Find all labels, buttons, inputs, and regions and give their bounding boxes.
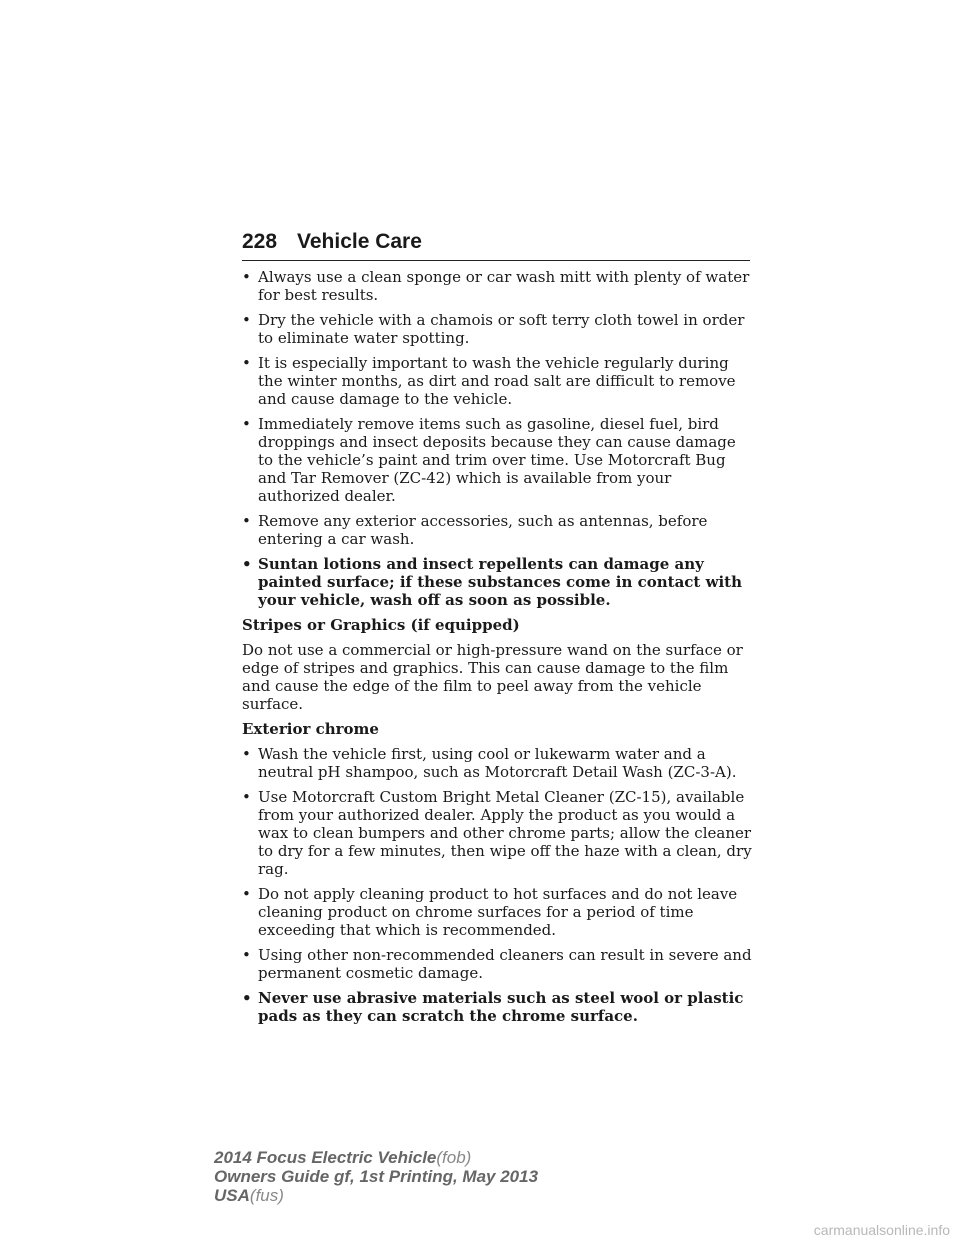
footer-model-code: (fob) [436,1148,472,1167]
list-item: • Dry the vehicle with a chamois or soft terry cloth towel in order to eliminate water spotting. [242,311,754,347]
section-title: Vehicle Care [297,230,422,253]
footer-line-2: Owners Guide gf, 1st Printing, May 2013 [214,1167,539,1186]
footer-line-1 [214,1148,538,1167]
footer-market-code: (fus) [249,1186,284,1205]
page-number: 228 [242,230,278,253]
page-header [242,230,750,261]
watermark: carmanualsonline.info [813,1222,950,1238]
list-item: • Immediately remove items such as gasoline, diesel fuel, bird droppings and insect deposits because they can cause damage to the vehicle’s paint and trim over time. Use Motorcraft Bug and Tar Remover (ZC-42) which is available from your authorized dealer. [242,415,754,505]
footer-market: USA [214,1186,250,1205]
warning-list-item: • Never use abrasive materials such as steel wool or plastic pads as they can scratch the chrome surface. [242,989,754,1025]
list-item: • Always use a clean sponge or car wash mitt with plenty of water for best results. [242,268,754,304]
list-item: • Using other non-recommended cleaners can result in severe and permanent cosmetic damage. [242,946,754,982]
chrome-heading: Exterior chrome [242,720,379,738]
list-item: • Do not apply cleaning product to hot surfaces and do not leave cleaning product on chrome surfaces for a period of time exceeding that which is recommended. [242,885,754,939]
list-item: • Remove any exterior accessories, such as antennas, before entering a car wash. [242,512,754,548]
stripes-paragraph: Do not use a commercial or high-pressure wand on the surface or edge of stripes and graphics. This can cause damage to the film and cause the edge of the film to peel away from the vehicle surface. [242,641,743,713]
document-footer [214,1148,538,1205]
stripes-heading: Stripes or Graphics (if equipped) [242,616,520,634]
footer-line-3 [214,1186,538,1205]
footer-model: 2014 Focus Electric Vehicle [214,1148,437,1167]
chrome-tips-list [242,745,754,1025]
list-item: • Use Motorcraft Custom Bright Metal Cleaner (ZC-15), available from your authorized dealer. Apply the product as you would a wax to clean bumpers and other chrome parts; allow the cleaner to dry for a few minutes, then wipe off the haze with a clean, dry rag. [242,788,754,878]
page-content [242,268,754,1032]
washing-tips-list [242,268,754,609]
list-item: • It is especially important to wash the vehicle regularly during the winter months, as dirt and road salt are difficult to remove and cause damage to the vehicle. [242,354,754,408]
list-item: • Wash the vehicle first, using cool or lukewarm water and a neutral pH shampoo, such as Motorcraft Detail Wash (ZC-3-A). [242,745,754,781]
warning-list-item: • Suntan lotions and insect repellents can damage any painted surface; if these substances come in contact with your vehicle, wash off as soon as possible. [242,555,754,609]
